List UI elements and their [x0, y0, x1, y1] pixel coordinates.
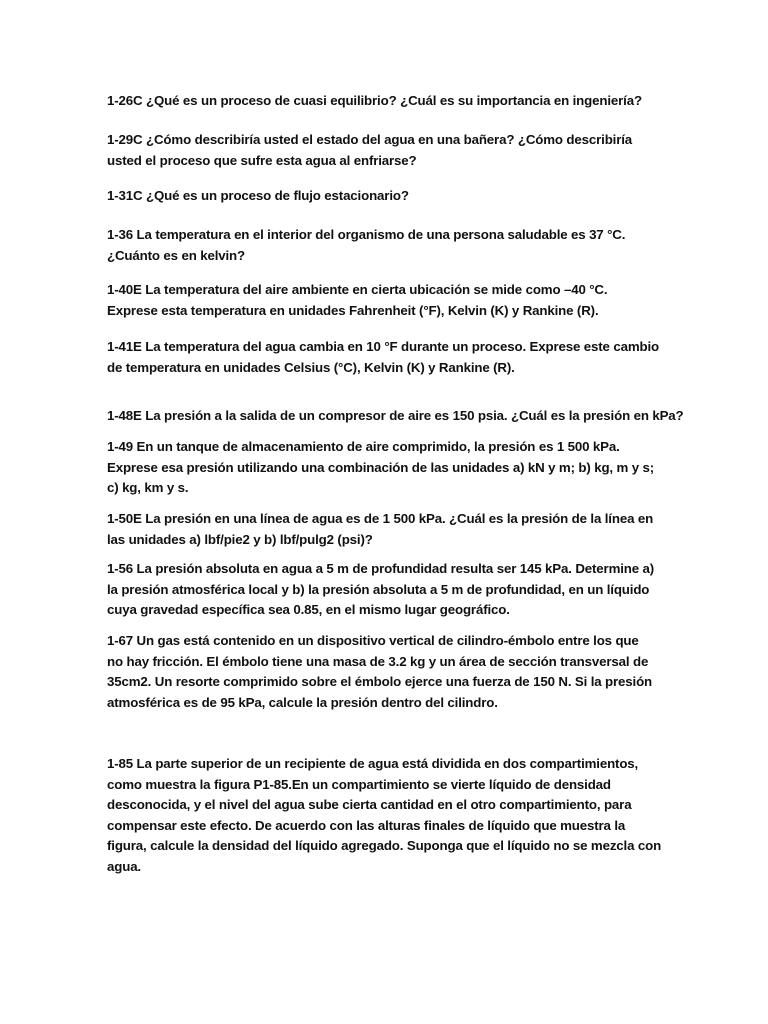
question-1-48e	[107, 406, 692, 427]
question-line: 1-36 La temperatura en el interior del organismo de una persona saludable es 37 °C.	[107, 227, 626, 242]
question-line: 35cm2. Un resorte comprimido sobre el émbolo ejerce una fuerza de 150 N. Si la presión	[107, 674, 653, 689]
question-line: 1-29C ¿Cómo describiría usted el estado del agua en una bañera? ¿Cómo describiría	[107, 132, 633, 147]
question-line: como muestra la figura P1-85.En un compartimiento se vierte líquido de densidad	[107, 776, 611, 792]
question-line: 1-85 La parte superior de un recipiente de agua está dividida en dos compartimientos,	[107, 756, 639, 771]
question-1-67	[107, 631, 692, 713]
question-1-41e	[107, 337, 692, 378]
question-1-40e	[107, 280, 692, 321]
question-line: Exprese esa presión utilizando una combinación de las unidades a) kN y m; b) kg, m y s;	[107, 459, 655, 475]
question-line: 1-48E La presión a la salida de un compresor de aire es 150 psia. ¿Cuál es la presión en kPa?	[107, 408, 684, 423]
question-line: Exprese esta temperatura en unidades Fahrenheit (°F), Kelvin (K) y Rankine (R).	[107, 302, 599, 318]
question-line: 1-50E La presión en una línea de agua es de 1 500 kPa. ¿Cuál es la presión de la línea en	[107, 511, 654, 526]
question-line: cuya gravedad específica sea 0.85, en el mismo lugar geográfico.	[107, 602, 510, 617]
question-line: 1-31C ¿Qué es un proceso de flujo estacionario?	[107, 188, 409, 203]
question-1-29c	[107, 130, 692, 171]
question-1-49	[107, 437, 692, 499]
question-line: desconocida, y el nivel del agua sube cierta cantidad en el otro compartimiento, para	[107, 797, 632, 812]
question-line: 1-26C ¿Qué es un proceso de cuasi equilibrio? ¿Cuál es su importancia en ingeniería?	[107, 93, 642, 108]
question-1-56	[107, 559, 692, 621]
question-line: 1-56 La presión absoluta en agua a 5 m de profundidad resulta ser 145 kPa. Determine a)	[107, 561, 655, 576]
question-line: 1-40E La temperatura del aire ambiente en cierta ubicación se mide como –40 °C.	[107, 282, 608, 297]
question-line: atmosférica es de 95 kPa, calcule la presión dentro del cilindro.	[107, 694, 498, 710]
question-1-31c	[107, 186, 692, 207]
question-line: c) kg, km y s.	[107, 480, 189, 495]
question-1-26c	[107, 91, 692, 112]
question-line: compensar este efecto. De acuerdo con las alturas finales de líquido que muestra la	[107, 817, 626, 833]
question-1-50e	[107, 509, 692, 550]
question-line: de temperatura en unidades Celsius (°C), Kelvin (K) y Rankine (R).	[107, 359, 515, 375]
question-line: no hay fricción. El émbolo tiene una masa de 3.2 kg y un área de sección transversal de	[107, 653, 649, 669]
question-line: ¿Cuánto es en kelvin?	[107, 247, 245, 263]
question-line: la presión atmosférica local y b) la presión absoluta a 5 m de profundidad, en un líquido	[107, 581, 650, 597]
question-line: las unidades a) lbf/pie2 y b) lbf/pulg2 (psi)?	[107, 531, 373, 547]
question-1-36	[107, 225, 692, 266]
question-1-85	[107, 754, 692, 877]
question-line: 1-41E La temperatura del agua cambia en 10 °F durante un proceso. Exprese este cambio	[107, 339, 659, 354]
question-line: 1-49 En un tanque de almacenamiento de aire comprimido, la presión es 1 500 kPa.	[107, 439, 620, 454]
question-line: figura, calcule la densidad del líquido agregado. Suponga que el líquido no se mezcla con	[107, 838, 662, 853]
question-line: usted el proceso que sufre esta agua al enfriarse?	[107, 152, 417, 168]
question-line: agua.	[107, 858, 141, 874]
question-line: 1-67 Un gas está contenido en un dispositivo vertical de cilindro-émbolo entre los que	[107, 633, 639, 648]
